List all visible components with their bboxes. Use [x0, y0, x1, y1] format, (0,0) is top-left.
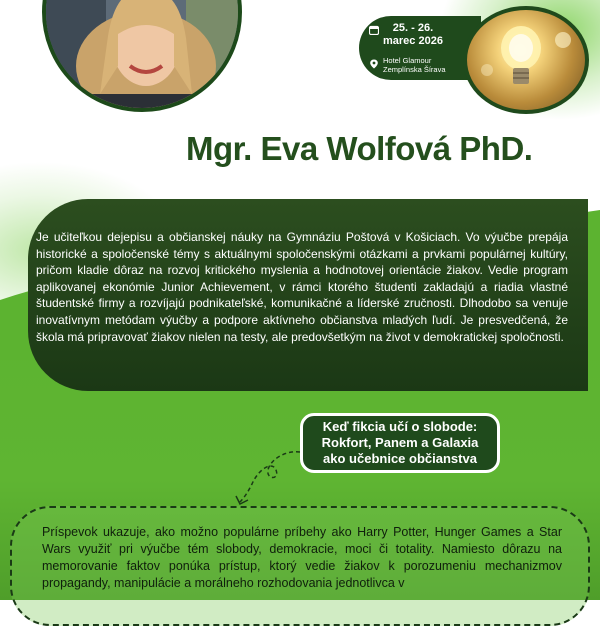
speaker-bio-panel	[28, 199, 588, 391]
speaker-bio: Je učiteľkou dejepisu a občianskej náuky na Gymnáziu Poštová v Košiciach. Vo výučbe prepája historické a spoločenské témy s aktuálnymi spoločenskými otázkami a prvkami populárnej kultúry, pričom kladie dôraz na rozvoj kritického myslenia a hodnotovej orientácie žiakov. Vedie program aplikovanej ekonómie Junior Achievement, v rámci ktorého študenti zakladajú a riadia vlastné študentské firmy a rozvíjajú podnikateľské, komunikačné a líderské zručnosti. Dlhodobo sa venuje inovatívnym metódam výučby a podpore aktívneho občianstva mladých ľudí. Je presvedčená, že škola má pripravovať žiakov nielen na testy, ale predovšetkým na život v demokratickej spoločnosti.	[36, 230, 568, 344]
talk-title-line-1: Keď fikcia učí o slobode:	[322, 419, 478, 434]
event-badge	[359, 16, 481, 80]
event-date-row	[369, 22, 443, 48]
talk-title-line-2: Rokfort, Panem a Galaxia	[321, 435, 479, 450]
venue-name: Hotel Glamour	[383, 56, 432, 65]
event-venue-row	[369, 56, 446, 74]
location-pin-icon	[369, 59, 379, 69]
speaker-name: Mgr. Eva Wolfová PhD.	[186, 130, 533, 167]
talk-abstract: Príspevok ukazuje, ako možno populárne príbehy ako Harry Potter, Hunger Games a Star Wars využiť pri výučbe tém slobody, demokracie, moci či totality. Namiesto dôrazu na memorovanie faktov ponúka prístup, ktorý vedie žiakov k porozumeniu mechanizmov propagandy, manipulácie a morálneho rozhodovania jednotlivca v	[42, 525, 562, 590]
venue-location: Zemplínska Šírava	[383, 65, 446, 74]
event-month-year: marec 2026	[383, 35, 443, 47]
talk-title-box	[300, 413, 500, 473]
talk-abstract-box	[10, 506, 590, 626]
event-date: 25. - 26.	[392, 22, 434, 34]
talk-title-line-3: ako učebnice občianstva	[323, 451, 477, 466]
lightbulb-image	[463, 6, 589, 114]
calendar-icon	[369, 25, 379, 35]
